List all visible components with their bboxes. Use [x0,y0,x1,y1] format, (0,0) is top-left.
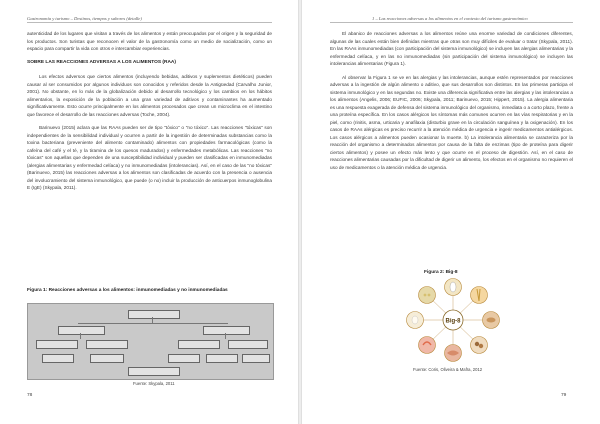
big8-center-label: Big-8 [445,318,461,325]
right-header-rule [330,22,573,23]
nuts-item [471,337,488,354]
figure-1-caption: Figura 1: Reacciones adversas a los alimentos: inmunomediadas y no inmunomediadas [27,288,228,293]
left-page [0,0,298,424]
figure-2-source: Fuente: Coris, Oliveira & Mafra, 2012 [413,367,483,372]
left-section-paragraph-1: Los efectos adversos que ciertos alimentos (incluyendo bebidas, aditivos y suplementos dietéticos) pueden causar al ser consumidos por algunos individuos son conocidos y referidos desde la Antigüedad (Carvalho Junior, 2001). No obstante, en lo más de la globalización debido al desarrollo tecnológico y los cambios en los hábitos alimentarios, la exposición de la población a una gran variedad de aditivos y contaminantes ha aumentado significativamente. Esto ocurre principalmente en los alimentos procesados que crean un microclima en el intestino que favorece el desarrollo de las reacciones adversas (Toche, 2004). [27,74,272,117]
left-intro-paragraph: autenticidad de los lugares que visitan a través de los alimentos y están preocupados por el origen y la seguridad de los productos. Son turistas que reconocen el valor de la gastronomía como un medio de socialización, como un espacio para compartir la vida con otros e intercambiar experiencias. [27,31,272,51]
right-running-header: 1 – Las reacciones adversas a los alimentos en el contexto del turismo gastronómico [372,16,528,21]
section-heading: SOBRE LAS REACCIONES ADVERSAS A LOS ALIMENTOS (RAA) [27,59,176,65]
left-body-text [27,30,272,198]
figure-1-diagram-image [27,303,274,380]
shellfish-item [419,337,436,354]
left-page-number: 78 [27,393,33,398]
figure-2-caption: Figura 2: Big-8 [424,270,458,275]
right-page-number: 79 [561,393,567,398]
right-paragraph-2: Al observar la Figura 1 se ve en las alergias y las intolerancias, aunque estén representados por reacciones adversas a la ingestión de algún alimento o aditivo, que sus desarrollos son distintos. En las primeras participa el sistema inmunológico y en las segundas no. Existe una diferencia significativa entre las alergias y las intolerancias a los alimentos (Angelis, 2006; EUFIC, 2006; Skypala, 2011; Barinuevo, 2015; Hippert, 2015). La alergia alimentaria es una respuesta exagerada de defensa del sistema inmunológico del organismo, inmediata o a corto plazo, frente a una proteína específica. En los casos alérgicos los síntomas más comunes ocurren en las vías respiratorias y en la piel, como (rinitis, asma, urticaria y anafilaxia (disturbio grave en la circulación sanguínea y la oxigenación). En los casos de RAAs alérgicas es preciso recurrir a la atención médica de urgencia e ingerir medicamentos antialérgicos. Los casos alérgicos a alimentos pueden ocasionar la muerte. b) La intolerancia alimentaria se caracteriza por la reacción del organismo a determinados alimentos por causa de la falta de enzimas (tipo de proteína para digerir ciertos alimentos) y posee un efecto más lento y que ocurre en el proceso de digestión. Así, en el caso de reacciones alimentarias causadas por la dificultad de digerir un alimento, los efectos en el organismo no requieren el uso de medicamentos o la atención médica de urgencia. [330,74,573,170]
left-header-rule [27,22,272,23]
soy-item [419,287,436,304]
figure-1-source: Fuente: Skypala, 2011 [133,381,175,386]
figure-2-big8-diagram [395,277,511,364]
left-running-header: Gastronomía y turismo – Destinos, tiempos y sabores (detalle) [27,16,142,21]
left-section-paragraph-2: Barinuevo (2015) aclara que las RAAs pueden ser de tipo "tóxico" o "no tóxico". Las reacciones "tóxicas" son independientes de la sensibilidad individual y ocurren a partir de la ingestión de determinadas substancias como la toxina bacteriana (preveniente del alimento contaminado) alimentos con propiedades farmacológicas (como la cafeína del café y el té, y la tiramina de los quesos madurados) y enfermedades metabólicas. Las reacciones "no tóxicas" son aquellas que dependen de una susceptibilidad individual y pueden ser clasificadas en inmunomediadas (alergias alimentarias y enfermedad celíaca) y no inmunomediadas (intolerancias). Así, en el caso de las "no tóxicas" (Barinuevo, 2015) las reacciones adversas a los alimentos son clasificadas de acuerdo con la presencia o ausencia del involucramiento del sistema inmunológico, que puede (o no) incluir la producción de anticuerpos inmunoglobulina E (IgE) (Skypala, 2011). [27,125,272,190]
right-body-text [330,30,573,177]
right-paragraph-1: El abanico de reacciones adversas a los alimentos reúne una enorme variedad de condiciones diferentes, algunas de las cuales están bien definidas mientras que otras son muy difíciles de evaluar o tratar (Skypala, 2011). En las RAAs inmunomediadas (con participación del sistema inmunológico) se incluyen las alergias alimentarias y la enfermedad celíaca, y en las no inmunomediadas (sin participación del sistema inmunológico) se incluyen las intolerancias alimentarias (Figura 1). [330,31,573,66]
